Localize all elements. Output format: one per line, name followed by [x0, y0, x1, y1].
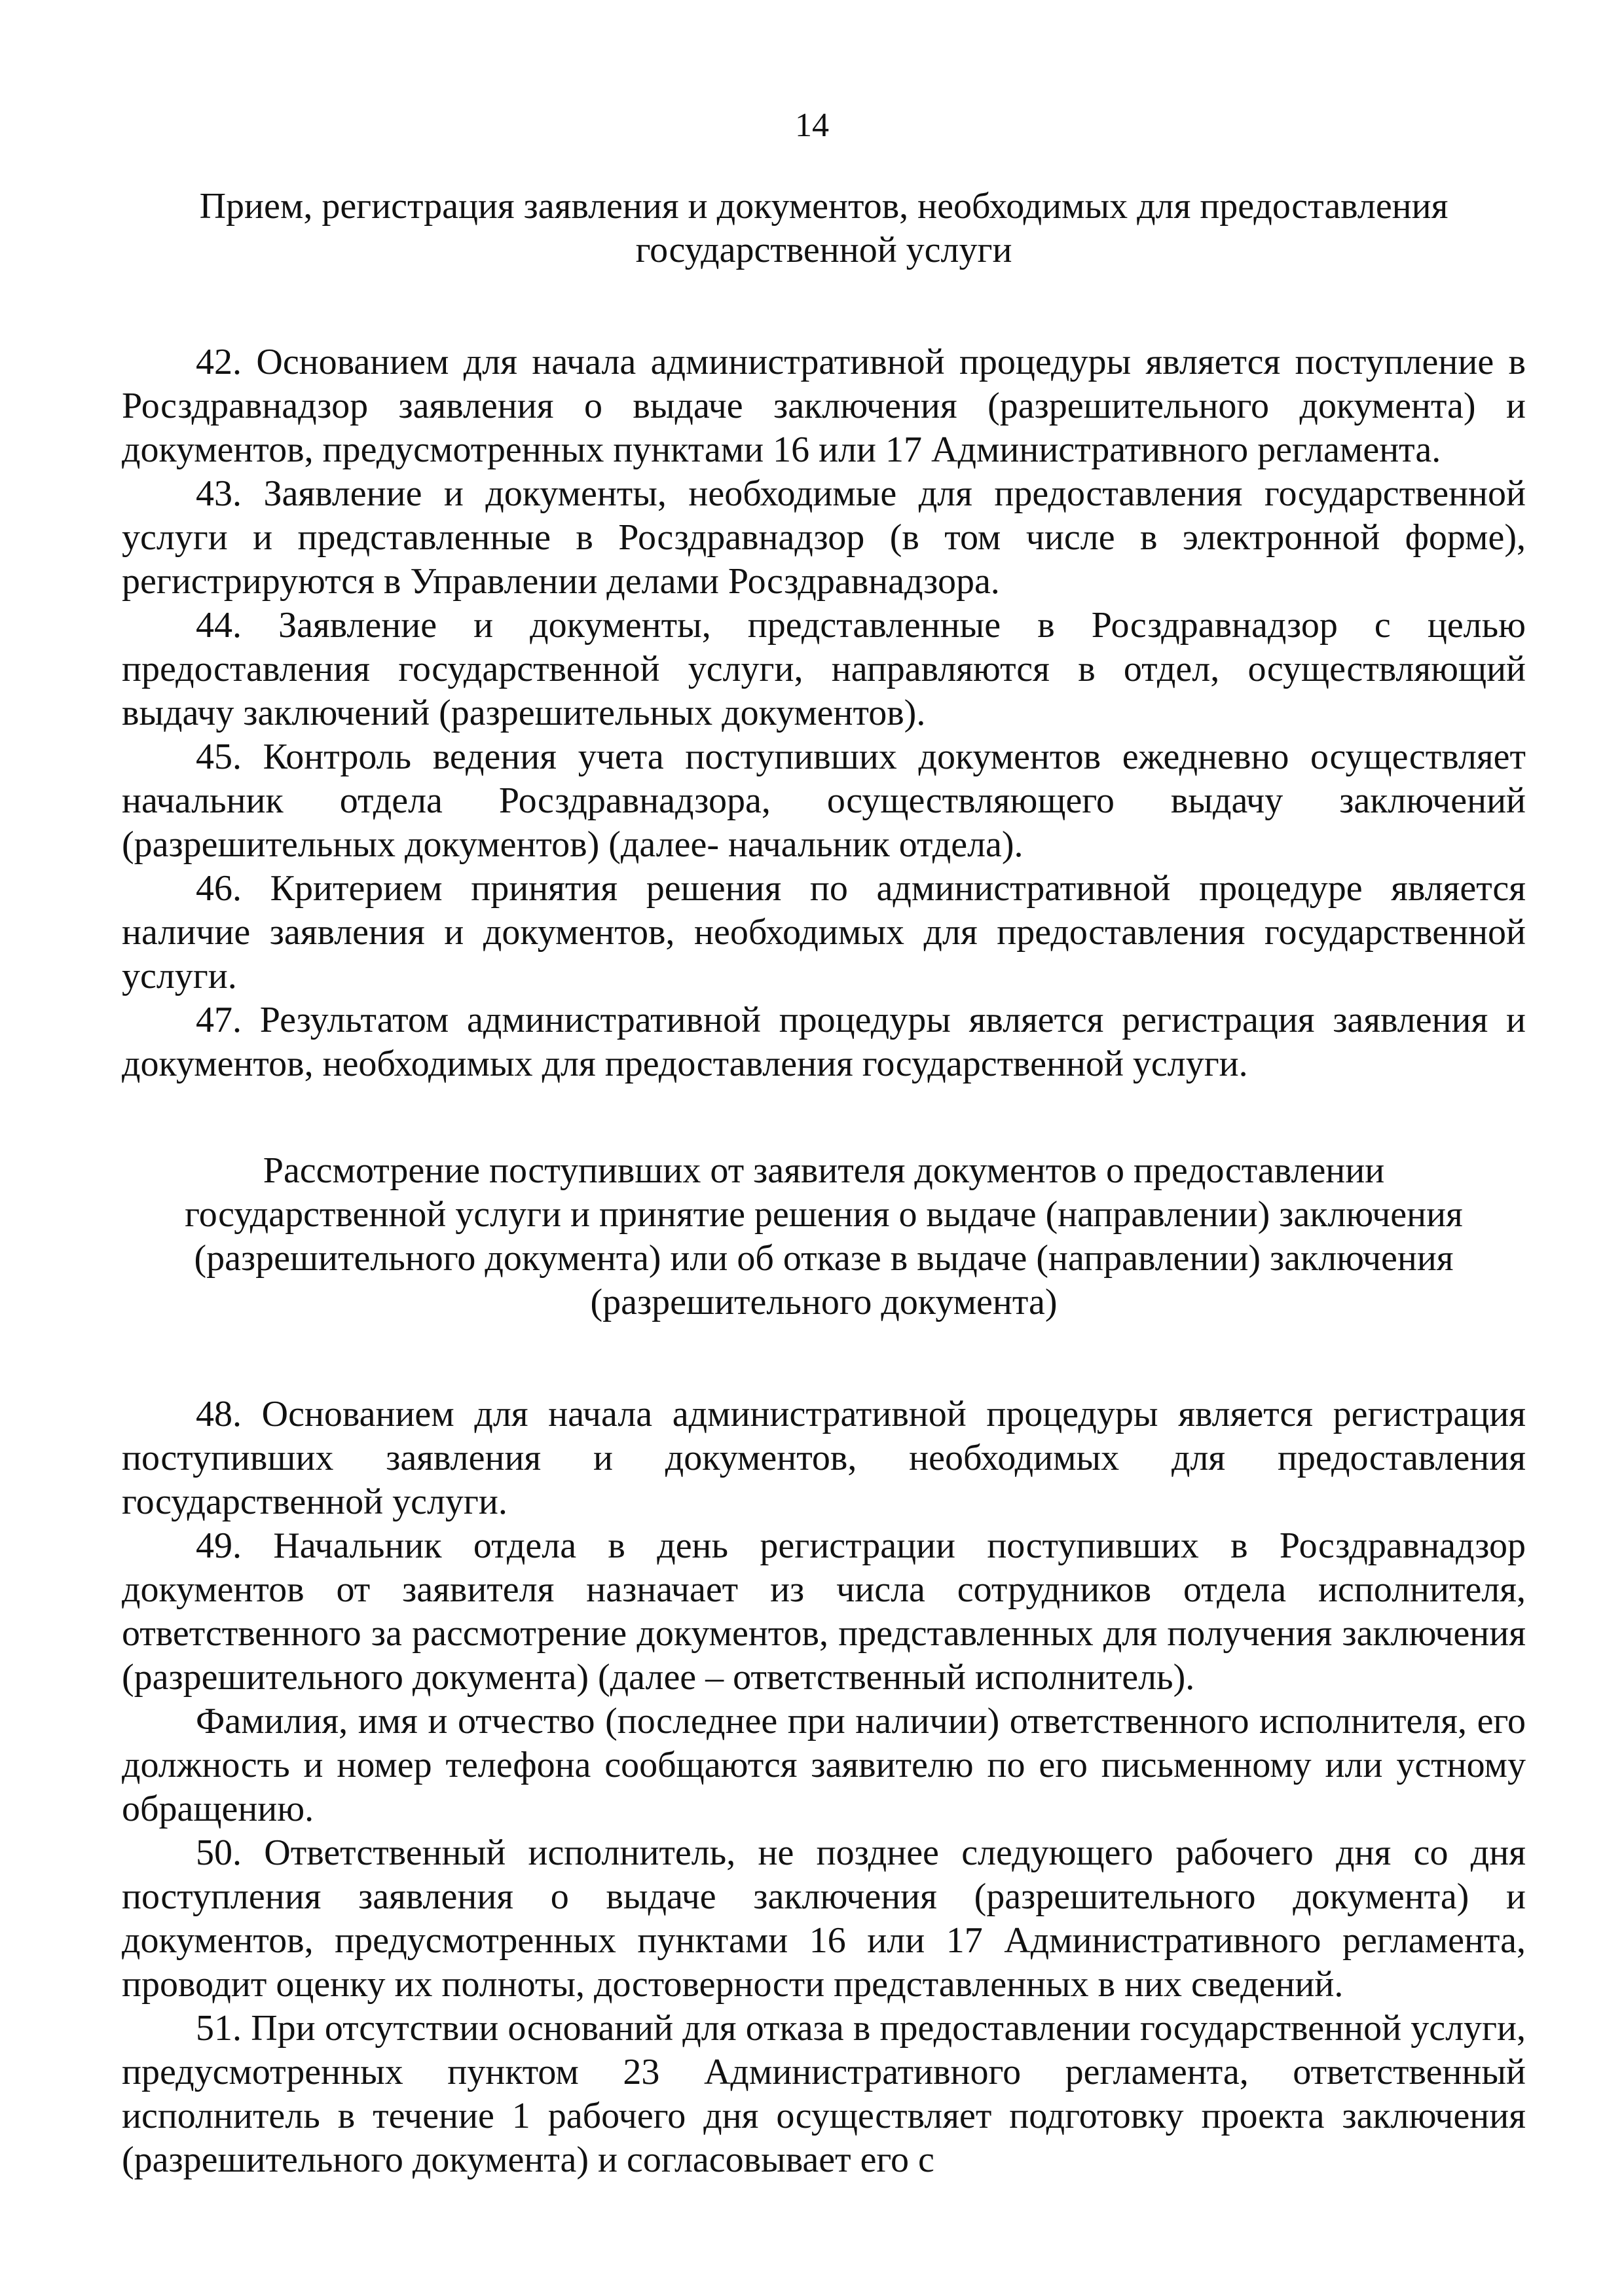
paragraph-44: 44. Заявление и документы, представленные в Росздравнадзор с целью предоставления государственной услуги, направляются в отдел, осуществляющий выдачу заключений (разрешительных документов).: [122, 605, 1526, 733]
page-number: 14: [795, 107, 829, 144]
paragraph-49-contact: Фамилия, имя и отчество (последнее при наличии) ответственного исполнителя, его должность и номер телефона сообщаются заявителю по его письменному или устному обращению.: [122, 1701, 1526, 1829]
paragraph-45: 45. Контроль ведения учета поступивших документов ежедневно осуществляет начальник отдела Росздравнадзора, осуществляющего выдачу заключений (разрешительных документов) (далее- начальник отдела).: [122, 737, 1526, 865]
paragraph-50: 50. Ответственный исполнитель, не позднее следующего рабочего дня со дня поступления заявления о выдаче заключения (разрешительного документа) и документов, предусмотренных пунктами 16 или 17 Административного регламента, проводит оценку их полноты, достоверности представленных в них сведений.: [122, 1832, 1526, 2005]
paragraph-51: 51. При отсутствии оснований для отказа в предоставлении государственной услуги, предусмотренных пунктом 23 Административного регламента, ответственный исполнитель в течение 1 рабочего дня осуществляет подготовку проекта заключения (разрешительного документа) и согласовывает его с: [122, 2008, 1526, 2180]
paragraph-43: 43. Заявление и документы, необходимые для предоставления государственной услуги и представленные в Росздравнадзор (в том числе в электронной форме), регистрируются в Управлении делами Росздравнадзора.: [122, 473, 1526, 602]
page-content: [122, 185, 1526, 2182]
paragraph-49: 49. Начальник отдела в день регистрации поступивших в Росздравнадзор документов от заявителя назначает из числа сотрудников отдела исполнителя, ответственного за рассмотрение документов, представленных для получения заключения (разрешительного документа) (далее – ответственный исполнитель).: [122, 1525, 1526, 1698]
section-heading-review: Рассмотрение поступивших от заявителя документов о предоставлении государственной услуги и принятие решения о выдаче (направлении) заключения (разрешительного документа) или об отказе в выдаче (направлении) заключения (разрешительного документа): [185, 1150, 1463, 1322]
paragraph-42: 42. Основанием для начала административной процедуры является поступление в Росздравнадзор заявления о выдаче заключения (разрешительного документа) и документов, предусмотренных пунктами 16 или 17 Административного регламента.: [122, 342, 1526, 470]
section-heading-reception: Прием, регистрация заявления и документов, необходимых для предоставления государственной услуги: [199, 186, 1449, 270]
paragraph-46: 46. Критерием принятия решения по административной процедуре является наличие заявления и документов, необходимых для предоставления государственной услуги.: [122, 868, 1526, 996]
paragraph-48: 48. Основанием для начала административной процедуры является регистрация поступивших заявления и документов, необходимых для предоставления государственной услуги.: [122, 1394, 1526, 1522]
paragraph-47: 47. Результатом административной процедуры является регистрация заявления и документов, необходимых для предоставления государственной услуги.: [122, 1000, 1526, 1084]
